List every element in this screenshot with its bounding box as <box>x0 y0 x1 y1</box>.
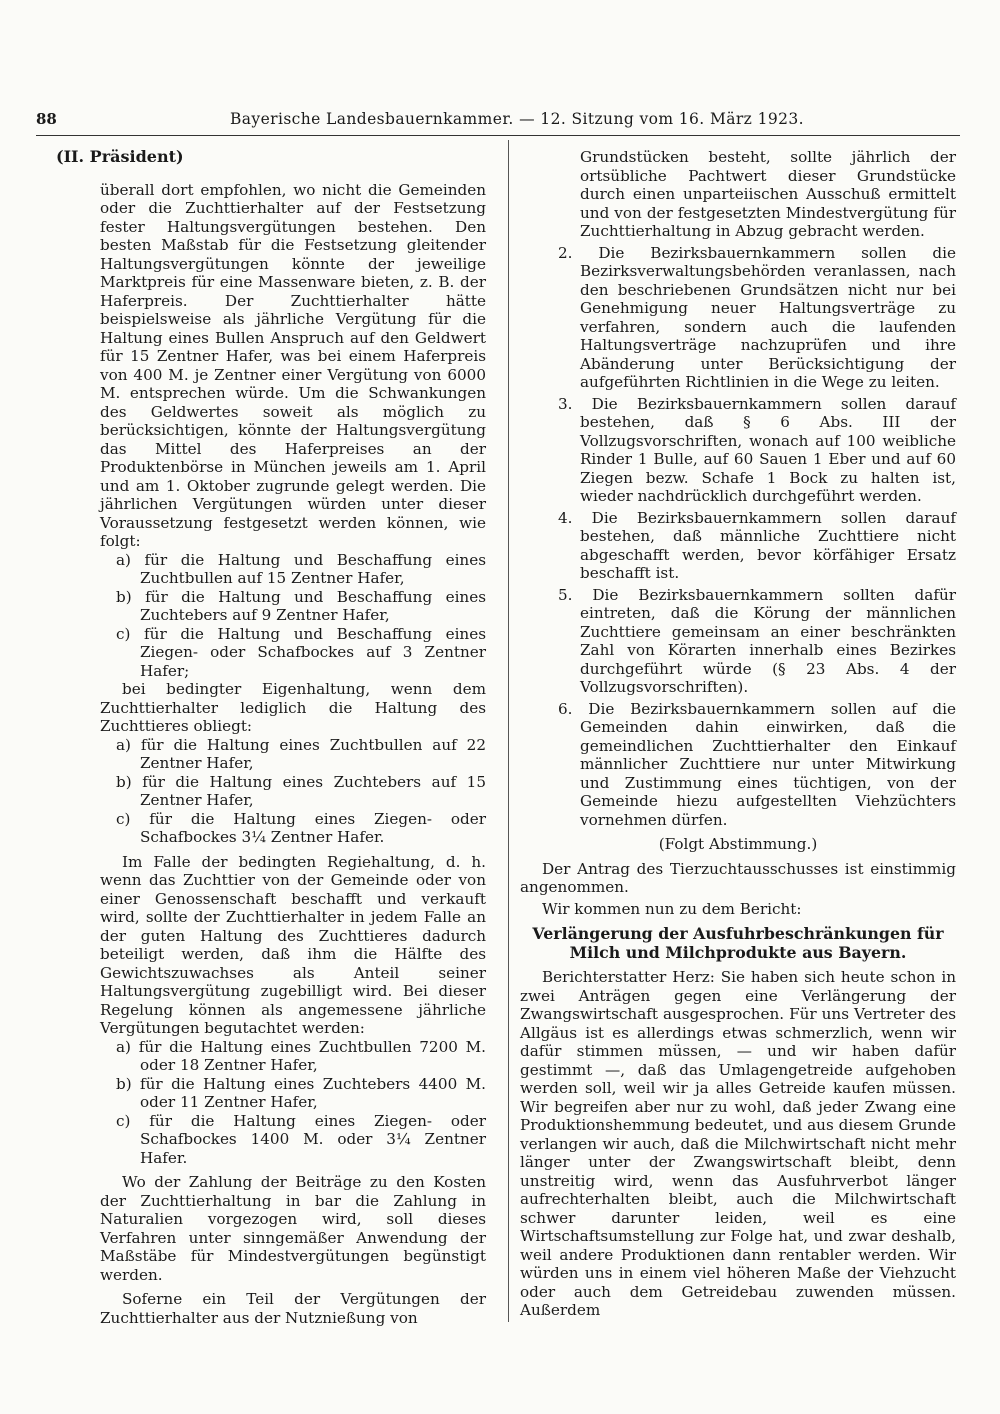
list-item: b) für die Haltung eines Zuchtebers 4400 M. oder 11 Zentner Hafer, <box>116 1074 486 1111</box>
list-item: 4. Die Bezirksbauernkammern sollen darauf bestehen, daß männliche Zuchttiere nicht abgeschafft werden, bevor körfähiger Ersatz beschafft ist. <box>558 508 956 582</box>
running-title: Bayerische Landesbauernkammer. — 12. Sitzung vom 16. März 1923. <box>230 110 804 128</box>
list-item: c) für die Haltung und Beschaffung eines Ziegen- oder Schafbockes auf 3 Zentner Hafer; <box>116 624 486 680</box>
paragraph: Grundstücken besteht, sollte jährlich der ortsübliche Pachtwert dieser Grundstücke durch einen unparteiischen Ausschuß ermittelt und von der festgesetzten Mindestvergütung für Zuchttierhaltung in Abzug gebracht werden. <box>580 148 956 240</box>
column-divider <box>508 140 509 1322</box>
vote-note: (Folgt Abstimmung.) <box>658 835 818 853</box>
paragraph: überall dort empfohlen, wo nicht die Gemeinden oder die Zuchttierhalter auf der Festsetzung fester Haltungsvergütungen bestehen. Den besten Maßstab für die Festsetzung gleitender Haltungsvergütungen könnte der jeweilige Marktpreis für eine Massenware bieten, z. B. der Haferpreis. Der Zuchttierhalter hätte beispielsweise als jährliche Vergütung für die Haltung eines Bullen Anspruch auf den Geldwert für 15 Zentner Hafer, was bei einem Haferpreis von 400 M. je Zentner einer Vergütung von 6000 M. entsprechen würde. Um die Schwankungen des Geldwertes soweit als möglich zu berücksichtigen, könnte der Haltungsvergütung das Mittel des Haferpreises an der Produktenbörse in München jeweils am 1. April und am 1. Oktober zugrunde gelegt werden. Die jährlichen Vergütungen würden unter dieser Voraussetzung festgesetzt werden können, wie folgt: <box>100 180 486 550</box>
list-item: a) für die Haltung eines Zuchtbullen auf 22 Zentner Hafer, <box>116 735 486 772</box>
paragraph: Der Antrag des Tierzuchtausschusses ist einstimmig angenommen. <box>520 859 956 896</box>
list-item: 3. Die Bezirksbauernkammern sollen darauf bestehen, daß § 6 Abs. III der Vollzugsvorschriften, wonach auf 100 weibliche Rinder 1 Bulle, auf 60 Sauen 1 Eber und auf 60 Ziegen bezw. Schafe 1 Bock zu halten ist, wieder nachdrücklich durchgeführt werden. <box>558 394 956 505</box>
list-item: 2. Die Bezirksbauernkammern sollen die Bezirksverwaltungsbehörden veranlassen, nach den beschriebenen Grundsätzen nicht nur bei Genehmigung neuer Haltungsverträge zu verfahren, sondern auch die laufenden Haltungsverträge nachzuprüfen und ihre Abänderung unter Berücksichtigung der aufgeführten Richtlinien in die Wege zu leiten. <box>558 243 956 391</box>
left-block <box>56 680 486 736</box>
left-block <box>56 181 486 551</box>
list-item: b) für die Haltung eines Zuchtebers auf 15 Zentner Hafer, <box>116 772 486 809</box>
list-item: b) für die Haltung und Beschaffung eines Zuchtebers auf 9 Zentner Hafer, <box>116 587 486 624</box>
left-block <box>56 853 486 1038</box>
left-block <box>56 1173 486 1327</box>
section-label: (II. Präsident) <box>56 147 184 166</box>
list-item: c) für die Haltung eines Ziegen- oder Schafbockes 3¼ Zentner Hafer. <box>116 809 486 846</box>
section-title: Verlängerung der Ausfuhrbeschränkungen für Milch und Milchprodukte aus Bayern. <box>532 924 944 962</box>
paragraph: Wo der Zahlung der Beiträge zu den Kosten der Zuchttierhaltung in bar die Zahlung in Naturalien vorgezogen wird, soll dieses Verfahren unter sinngemäßer Anwendung der Maßstäbe für Mindestvergütungen begünstigt werden. <box>100 1173 486 1284</box>
left-column <box>56 148 486 1327</box>
page-header <box>36 110 960 136</box>
right-column <box>520 148 956 1320</box>
paragraph: Berichterstatter Herz: Sie haben sich heute schon in zwei Anträgen gegen eine Verlängerung der Zwangswirtschaft ausgesprochen. Für uns Vertreter des Allgäus ist es allerdings etwas schmerzlich, wenn wir dafür stimmen müssen, — und wir haben dafür gestimmt —, daß das Umlagengetreide aufgehoben werden soll, weil wir ja alles Getreide kaufen müssen. Wir begreifen aber nur zu wohl, daß jeder Zwang eine Produktionshemmung bedeutet, und aus diesem Grunde verlangen wir auch, daß die Milchwirtschaft nicht mehr länger unter der Zwangswirtschaft bleibt, denn unstreitig wird, wenn das Ausfuhrverbot länger aufrechterhalten bleibt, auch die Milchwirtschaft schwer darunter leiden, weil es eine Wirtschaftsumstellung zur Folge hat, und zwar deshalb, weil andere Produktionen dann rentabler werden. Wir würden uns in einem viel höheren Maße der Viehzucht oder auch dem Getreidebau zuwenden müssen. Außerdem <box>520 968 956 1319</box>
paragraph: bei bedingter Eigenhaltung, wenn dem Zuchttierhalter lediglich die Haltung des Zuchttieres obliegt: <box>100 680 486 735</box>
list-item: a) für die Haltung eines Zuchtbullen 7200 M. oder 18 Zentner Hafer, <box>116 1037 486 1074</box>
list-item: a) für die Haltung und Beschaffung eines Zuchtbullen auf 15 Zentner Hafer, <box>116 550 486 587</box>
paragraph: Wir kommen nun zu dem Bericht: <box>542 899 802 918</box>
paragraph: Soferne ein Teil der Vergütungen der Zuchttierhalter aus der Nutznießung von <box>100 1290 486 1327</box>
list-item: c) für die Haltung eines Ziegen- oder Schafbockes 1400 M. oder 3¼ Zentner Hafer. <box>116 1111 486 1167</box>
page-number: 88 <box>36 110 57 128</box>
list-item: 6. Die Bezirksbauernkammern sollen auf die Gemeinden dahin einwirken, daß die gemeindlichen Zuchttierhalter den Einkauf männlicher Zuchttiere nur unter Mitwirkung und Zustimmung eines tüchtigen, von der Gemeinde hiezu aufgestellten Viehzüchters vornehmen dürfen. <box>558 699 956 829</box>
paragraph: Im Falle der bedingten Regiehaltung, d. h. wenn das Zuchttier von der Gemeinde oder von einer Genossenschaft beschafft und verkauft wird, sollte der Zuchttierhalter in jedem Falle an der guten Haltung des Zuchttieres dadurch beteiligt werden, daß ihm die Hälfte des Gewichtszuwachses als Anteil seiner Haltungsvergütung zugebilligt wird. Bei dieser Regelung können als angemessene jährliche Vergütungen begutachtet werden: <box>100 852 486 1037</box>
list-item: 5. Die Bezirksbauernkammern sollten dafür eintreten, daß die Körung der männlichen Zuchttiere gemeinsam an einer beschränkten Zahl von Körarten innerhalb eines Bezirkes durchgeführt würde (§ 23 Abs. 4 der Vollzugsvorschriften). <box>558 585 956 696</box>
